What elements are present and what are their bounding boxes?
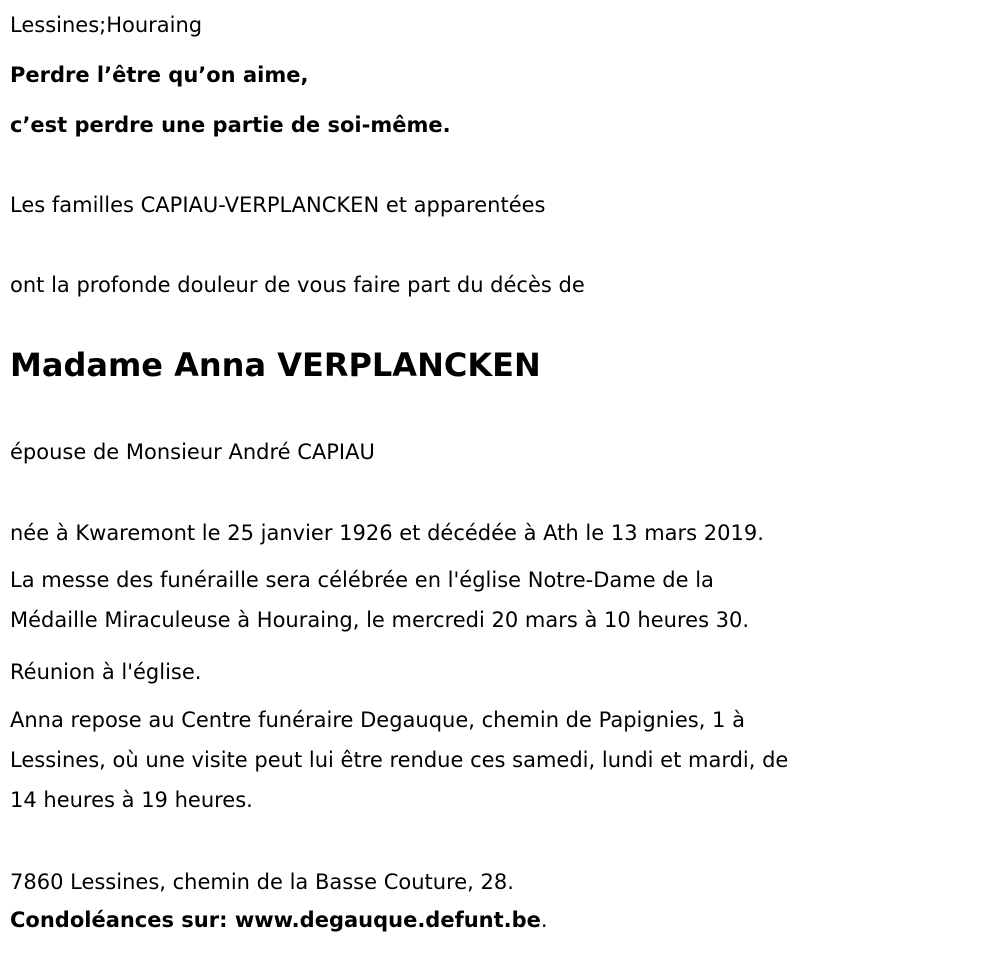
announcement: ont la profonde douleur de vous faire part du décès de [10,273,585,297]
location: Lessines;Houraing [10,13,203,37]
condolences-link[interactable]: Condoléances sur: www.degauque.defunt.be [10,908,541,932]
birth-death: née à Kwaremont le 25 janvier 1926 et décédée à Ath le 13 mars 2019. [10,521,764,545]
visit-line-2: Lessines, où une visite peut lui être rendue ces samedi, lundi et mardi, de [10,748,789,772]
quote-line-1: Perdre l’être qu’on aime, [10,63,309,87]
condolences [10,906,548,934]
deceased-name: Madame Anna VERPLANCKEN [10,346,541,384]
condolences-period: . [540,908,548,932]
spouse: épouse de Monsieur André CAPIAU [10,440,375,464]
visit-line-1: Anna repose au Centre funéraire Degauque, chemin de Papignies, 1 à [10,708,745,732]
mass-line-1: La messe des funéraille sera célébrée en l'église Notre-Dame de la [10,568,714,592]
families: Les familles CAPIAU-VERPLANCKEN et apparentées [10,193,546,217]
address: 7860 Lessines, chemin de la Basse Couture, 28. [10,870,514,894]
meeting: Réunion à l'église. [10,660,202,684]
mass-line-2: Médaille Miraculeuse à Houraing, le mercredi 20 mars à 10 heures 30. [10,608,750,632]
quote-line-2: c’est perdre une partie de soi-même. [10,113,451,137]
visit-line-3: 14 heures à 19 heures. [10,788,253,812]
